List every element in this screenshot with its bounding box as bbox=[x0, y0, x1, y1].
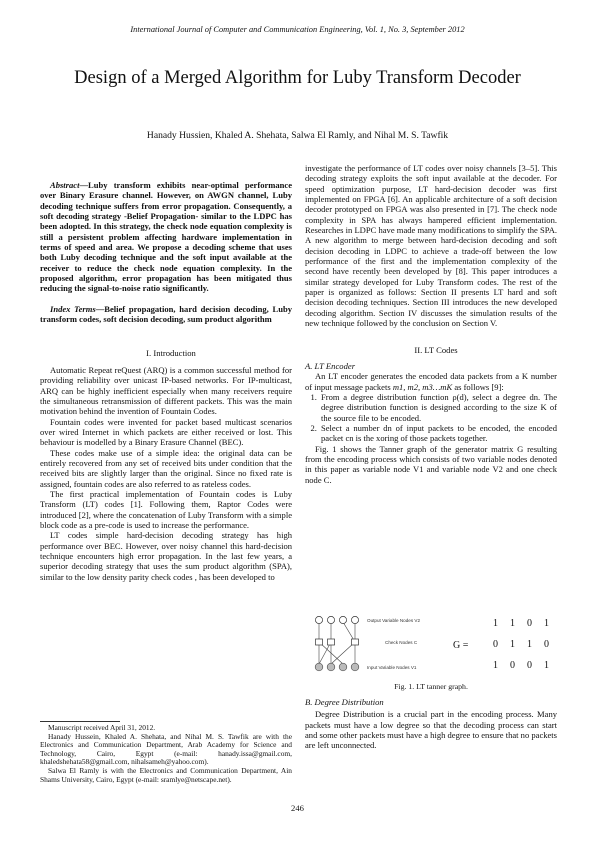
list-item: 2. Select a number dn of input packets to be encoded, the encoded packet cn is the xoring of those packets together. bbox=[319, 423, 557, 444]
left-column bbox=[40, 180, 292, 582]
check-nodes bbox=[316, 639, 359, 645]
label-input-nodes: Input Variable Nodes V1 bbox=[367, 665, 417, 670]
label-output-nodes: Output Variable Nodes V2 bbox=[367, 618, 421, 623]
inline-math: m1, m2, m3…mK bbox=[392, 381, 453, 392]
author-list: Hanady Hussien, Khaled A. Shehata, Salwa El Ramly, and Nihal M. S. Tawfik bbox=[146, 130, 449, 141]
encoder-steps-list bbox=[305, 392, 557, 444]
figure-caption: Fig. 1. LT tanner graph. bbox=[394, 682, 468, 691]
graph-edges bbox=[319, 622, 355, 664]
footnote: Salwa El Ramly is with the Electronics and Communication Department, Ain Shams University, Cairo, Egypt (e-mail: sramlye@netscape.net). bbox=[40, 765, 292, 784]
variable-node bbox=[327, 616, 334, 623]
abstract-text: Luby transform exhibits near-optimal performance over Binary Erasure channel. However, on AWGN channel, Luby decoding technique suffers from error propagation. Consequently, a soft decoding strategy -Belief Propagation- similar to the LDPC has been adopted. In this strategy, the check node equation complexity is still a persistent problem affecting hardware implementation in terms of speed and area. We propose a decoding scheme that uses both Luby decoding technique and the soft input available at the receiver to reduce the check node equation complexity. In the proposed algorithm, error propagation has been mitigated thus reducing the signal-to-noise ratio significantly. bbox=[40, 180, 292, 294]
matrix-entry: 1 bbox=[544, 618, 549, 629]
matrix-entry: 0 bbox=[527, 618, 532, 629]
abstract-label: Abstract bbox=[50, 180, 80, 190]
page-number: 246 bbox=[291, 803, 304, 813]
body-paragraph: Degree Distribution is a crucial part in the encoding process. Many packets must have a low degree so that the decoding process can start and some other packets must have a high degree to ensure that no packets are left unconnected. bbox=[305, 709, 557, 751]
matrix-entry: 0 bbox=[544, 639, 549, 650]
matrix-label: G = bbox=[453, 640, 469, 651]
body-paragraph: investigate the performance of LT codes over noisy channels [3–5]. This decoding strategy exploits the soft input available at the decoder. For speed optimization purpose, LT hard-decision decoder was first implemented on FPGA [6]. An applicable architecture of a soft decision decoder prototyped on FPGA was also presented in [7]. The check node complexity in SPA has always hampered efficient implementation. Researches in LDPC have made many modifications to simplify the SPA. A new algorithm to merge between hard-decision decoding and soft decision decoding in LDPC to achieve a trade-off between the low performance of the first and the implementation complexity of the second have recently been developed by [8]. This paper introduces a similar strategy developed for Luby Transform codes. The rest of the paper is organized as follows: Section II presents LT hard and soft decision decoding techniques. Section III introduces the new developed decoding algorithm. Section IV discusses the simulation results of the new technique followed by the conclusion on Section V. bbox=[305, 163, 557, 329]
subsection-heading-degree-distribution: B. Degree Distribution bbox=[305, 697, 384, 707]
matrix-entry: 1 bbox=[510, 639, 515, 650]
index-terms-label: Index Terms bbox=[50, 303, 96, 314]
paper-title: Design of a Merged Algorithm for Luby Transform Decoder bbox=[74, 68, 521, 88]
abstract: Abstract—Luby transform exhibits near-optimal performance over Binary Erasure channel. However, on AWGN channel, Luby decoding technique suffers from error propagation. Consequently, a soft decoding strategy -Belief Propagation- similar to the LDPC has been adopted. In this strategy, the check node equation complexity is still a persistent problem affecting hardware implementation in terms of speed and area. We propose a decoding scheme that uses both Luby decoding technique and the soft input available at the receiver to reduce the check node equation complexity. In the proposed algorithm, error propagation has been mitigated thus reducing the signal-to-noise ratio significantly. bbox=[40, 180, 292, 294]
body-paragraph: Fig. 1 shows the Tanner graph of the generator matrix G resulting from the encoding process which consists of two variable nodes denoted in this paper as variable node V1 and variable node V2 and one check node C. bbox=[305, 443, 557, 485]
right-column-lower bbox=[305, 697, 557, 751]
figure-tanner-graph bbox=[305, 612, 557, 678]
section-heading-lt-codes: II. LT Codes bbox=[414, 344, 458, 355]
right-column bbox=[305, 163, 557, 485]
variable-node bbox=[351, 663, 359, 671]
variable-node bbox=[315, 663, 323, 671]
matrix-entry: 1 bbox=[493, 660, 498, 671]
intro-paragraph: LT codes simple hard-decision decoding strategy has high performance over BEC. However, over noisy channel this hard-decision technique encounters high error propagation. In the last few years, a superior decoding strategy that uses the sum product algorithm (SPA), similar to the low density parity check codes , has been developed to bbox=[40, 530, 292, 582]
body-text: An LT encoder generates the encoded data packets from a K number of input message packets bbox=[305, 371, 557, 392]
intro-paragraph: Automatic Repeat reQuest (ARQ) is a common successful method for providing reliability over unicast IP-based networks. For IP-multicast, ARQ can be highly inefficient especially when many receivers require the simultaneous retransmission of different packets. This was the main motivation behind the invention of Fountain Codes. bbox=[40, 364, 292, 417]
subsection-heading-lt-encoder: A. LT Encoder bbox=[305, 360, 356, 371]
variable-node bbox=[315, 616, 322, 623]
variable-node bbox=[339, 663, 347, 671]
intro-paragraph: These codes make use of a simple idea: the original data can be entirely recovered from any set of received bits under condition that the received bits are slightly larger than the original. Since no fixed rate is assigned, fountain codes are also referred to as rateless codes. bbox=[40, 447, 292, 489]
footnote: Hanady Hussein, Khaled A. Shehata, and Nihal M. S. Tawfik are with the Electronics and Communication Department, Arab Academy for Science and Technology, Cairo, Egypt (e-mail: hanady.issa@gmail.com, khaledshehata58@gmail.com, nihalsameh@yahoo.com). bbox=[40, 731, 292, 767]
matrix-entry: 0 bbox=[493, 639, 498, 650]
body-text: as follows [9]: bbox=[452, 381, 504, 392]
check-node bbox=[352, 639, 359, 645]
matrix-entry: 1 bbox=[544, 660, 549, 671]
index-terms-text: Belief propagation, hard decision decoding, Luby transform codes, soft decision decoding, sum product algorithm bbox=[40, 303, 292, 325]
matrix-entry: 1 bbox=[510, 618, 515, 629]
generator-matrix bbox=[493, 618, 549, 671]
intro-paragraph: The first practical implementation of Fountain codes is Luby Transform (LT) codes [1]. Following them, Raptor Codes were introduced [2], where the concatenation of Luby Transform with a simple block code as a pre-code is used to increase the performance. bbox=[40, 488, 292, 530]
matrix-entry: 0 bbox=[510, 660, 515, 671]
matrix-entry: 1 bbox=[493, 618, 498, 629]
footnotes bbox=[40, 724, 292, 784]
footnote: Manuscript received April 31, 2012. bbox=[48, 723, 156, 732]
check-node bbox=[328, 639, 335, 645]
footnote-divider bbox=[40, 721, 120, 722]
variable-node bbox=[339, 616, 346, 623]
journal-header: International Journal of Computer and Communication Engineering, Vol. 1, No. 3, September 2012 bbox=[130, 25, 465, 34]
input-variable-nodes bbox=[315, 663, 359, 671]
intro-paragraph: Fountain codes were invented for packet based multicast scenarios over wired Internet in which packets are either received or lost. This behaviour is modelled by a Binary Erasure Channel (BEC). bbox=[40, 416, 292, 448]
label-check-nodes: Check Nodes C bbox=[385, 640, 418, 645]
check-node bbox=[316, 639, 323, 645]
index-terms: Index Terms—Belief propagation, hard decision decoding, Luby transform codes, soft decision decoding, sum product algorithm bbox=[40, 303, 292, 325]
matrix-entry: 0 bbox=[527, 660, 532, 671]
output-variable-nodes bbox=[315, 616, 358, 623]
section-heading-introduction: I. Introduction bbox=[146, 348, 196, 359]
body-paragraph bbox=[305, 371, 557, 392]
variable-node bbox=[327, 663, 335, 671]
list-item: 1. From a degree distribution function ρ(d), select a degree dn. The degree distribution function is designed according to the size K of the source file to be encoded. bbox=[319, 392, 557, 423]
matrix-entry: 1 bbox=[527, 639, 532, 650]
variable-node bbox=[351, 616, 358, 623]
